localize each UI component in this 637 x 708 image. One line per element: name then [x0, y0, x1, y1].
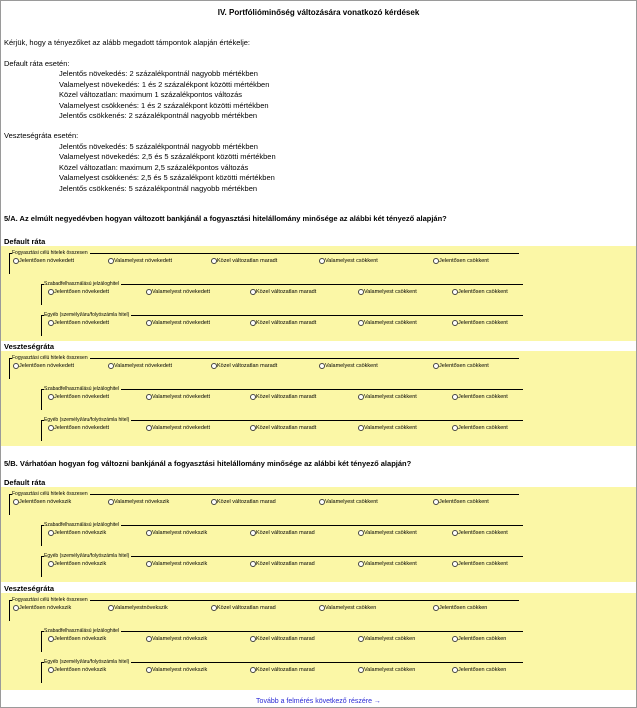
radio-label: Valamelyest csökkent: [364, 320, 417, 326]
radio-option[interactable]: [358, 289, 417, 295]
radio-option[interactable]: [250, 289, 316, 295]
radio-label: Jelentősen növekszik: [54, 561, 107, 567]
radio-option[interactable]: [319, 363, 378, 369]
radio-label: Valamelyest csökken: [364, 636, 416, 642]
question-5a: 5/A. Az elmúlt negyedévben hogyan változott bankjánál a fogyasztási hitelállomány minősége az alábbi két tényező alapján?: [4, 214, 447, 223]
radio-option[interactable]: [211, 605, 276, 611]
radio-option[interactable]: [358, 394, 417, 400]
radio-option[interactable]: [146, 425, 210, 431]
radio-label: Valamelyest csökkent: [325, 499, 378, 505]
radio-option[interactable]: [452, 636, 506, 642]
group-caption: Egyéb (személyi/áru/folyószámla hitel): [44, 312, 130, 318]
radio-option[interactable]: [146, 667, 207, 673]
radio-label: Jelentősen növekedett: [54, 320, 110, 326]
radio-label: Valamelyest csökkent: [325, 258, 378, 264]
radio-label: Valamelyestnövekszik: [114, 605, 168, 611]
radio-label: Jelentősen növekszik: [19, 605, 72, 611]
radio-option[interactable]: [452, 320, 508, 326]
group-caption: Szabadfelhasználású jelzáloghitel: [44, 628, 120, 634]
group-caption: Fogyasztási célú hitelek összesen: [12, 597, 88, 603]
radio-option[interactable]: [48, 394, 109, 400]
radio-label: Valamelyest csökkent: [364, 561, 417, 567]
group-caption: Fogyasztási célú hitelek összesen: [12, 355, 88, 361]
radio-option[interactable]: [250, 667, 315, 673]
radio-option[interactable]: [433, 499, 489, 505]
radio-option[interactable]: [13, 363, 74, 369]
radio-option[interactable]: [146, 289, 210, 295]
radio-label: Valamelyest növekedett: [114, 258, 172, 264]
radio-option[interactable]: [250, 530, 315, 536]
radio-option[interactable]: [358, 425, 417, 431]
radio-option[interactable]: [319, 258, 378, 264]
group-caption: Szabadfelhasználású jelzáloghitel: [44, 522, 120, 528]
radio-option[interactable]: [13, 499, 71, 505]
radio-option[interactable]: [452, 561, 508, 567]
radio-label: Valamelyest növekedett: [152, 320, 210, 326]
default-criteria-line: Valamelyest növekedés: 1 és 2 százalékpont közötti mértékben: [59, 80, 270, 89]
section-loss-rate: Veszteségráta: [4, 342, 55, 351]
radio-label: Közel változatlan marad: [256, 667, 315, 673]
group-caption: Egyéb (személyi/áru/folyószámla hitel): [44, 659, 130, 665]
radio-option[interactable]: [452, 425, 508, 431]
loss-rate-block: [1, 351, 636, 446]
radio-label: Közel változatlan maradt: [256, 320, 317, 326]
section-default-rate: Default ráta: [4, 237, 46, 246]
radio-label: Valamelyest növekszik: [152, 530, 208, 536]
radio-option[interactable]: [146, 530, 207, 536]
radio-label: Valamelyest növekedett: [152, 289, 210, 295]
radio-label: Valamelyest növekszik: [152, 561, 208, 567]
group-other: [41, 659, 523, 683]
group-total: [9, 250, 519, 274]
radio-option[interactable]: [433, 605, 487, 611]
next-section-link[interactable]: Tovább a felmérés következő részére →: [256, 698, 381, 705]
radio-label: Közel változatlan marad: [256, 561, 315, 567]
radio-label: Jelentősen csökkent: [458, 289, 508, 295]
radio-option[interactable]: [146, 561, 207, 567]
group-free-mortgage: [41, 628, 523, 652]
group-caption: Szabadfelhasználású jelzáloghitel: [44, 386, 120, 392]
default-criteria-line: Valamelyest csökkenés: 1 és 2 százalékpont közötti mértékben: [59, 101, 269, 110]
intro-text: Kérjük, hogy a tényezőket az alább megadott támpontok alapján értékelje:: [4, 38, 250, 47]
default-rate-block: [1, 246, 636, 341]
radio-label: Jelentősen csökkent: [439, 258, 489, 264]
radio-label: Jelentősen növekedett: [19, 258, 75, 264]
radio-label: Jelentősen csökkent: [458, 561, 508, 567]
group-caption: Egyéb (személyi/áru/folyószámla hitel): [44, 553, 130, 559]
group-free-mortgage: [41, 522, 523, 546]
radio-option[interactable]: [146, 320, 210, 326]
default-criteria-line: Jelentős növekedés: 2 százalékpontnál nagyobb mértékben: [59, 69, 258, 78]
group-caption: Fogyasztási célú hitelek összesen: [12, 491, 88, 497]
radio-option[interactable]: [108, 363, 172, 369]
radio-label: Jelentősen csökken: [458, 667, 507, 673]
radio-option[interactable]: [319, 499, 378, 505]
radio-option[interactable]: [211, 499, 276, 505]
radio-option[interactable]: [452, 667, 506, 673]
section-default-rate: Default ráta: [4, 478, 46, 487]
radio-label: Valamelyest csökkent: [364, 289, 417, 295]
radio-label: Jelentősen csökkent: [458, 530, 508, 536]
radio-label: Jelentősen csökkent: [458, 320, 508, 326]
radio-label: Valamelyest növekedett: [152, 425, 210, 431]
loss-criteria-line: Valamelyest növekedés: 2,5 és 5 százalékpont közötti mértékben: [59, 152, 276, 161]
radio-label: Jelentősen növekedett: [54, 289, 110, 295]
group-caption: Szabadfelhasználású jelzáloghitel: [44, 281, 120, 287]
group-caption: Egyéb (személyi/áru/folyószámla hitel): [44, 417, 130, 423]
radio-option[interactable]: [250, 636, 315, 642]
radio-option[interactable]: [433, 258, 489, 264]
radio-option[interactable]: [48, 320, 109, 326]
radio-label: Jelentősen növekszik: [54, 636, 107, 642]
radio-label: Valamelyest csökken: [364, 667, 416, 673]
radio-label: Valamelyest csökkent: [364, 394, 417, 400]
group-total: [9, 491, 519, 515]
radio-option[interactable]: [250, 425, 316, 431]
radio-label: Valamelyest növekedett: [152, 394, 210, 400]
group-caption: Fogyasztási célú hitelek összesen: [12, 250, 88, 256]
radio-option[interactable]: [358, 636, 415, 642]
default-criteria-line: Közel változatlan: maximum 1 százalékpontos változás: [59, 90, 243, 99]
radio-option[interactable]: [319, 605, 376, 611]
radio-label: Jelentősen csökken: [439, 605, 488, 611]
radio-label: Valamelyest növekszik: [152, 636, 208, 642]
page-title: IV. Portfólióminőség változására vonatkozó kérdések: [217, 8, 420, 17]
radio-option[interactable]: [48, 667, 106, 673]
radio-label: Jelentősen növekedett: [54, 425, 110, 431]
radio-label: Jelentősen növekszik: [54, 667, 107, 673]
group-other: [41, 312, 523, 336]
radio-label: Valamelyest növekszik: [152, 667, 208, 673]
radio-option[interactable]: [48, 636, 106, 642]
loss-criteria-line: Valamelyest csökkenés: 2,5 és 5 százalékpont közötti mértékben: [59, 173, 275, 182]
radio-option[interactable]: [452, 530, 508, 536]
radio-label: Közel változatlan maradt: [256, 289, 317, 295]
radio-option[interactable]: [358, 530, 417, 536]
radio-option[interactable]: [48, 561, 106, 567]
radio-label: Jelentősen növekedett: [19, 363, 75, 369]
radio-option[interactable]: [358, 667, 415, 673]
radio-label: Valamelyest csökkent: [325, 363, 378, 369]
radio-label: Jelentősen növekedett: [54, 394, 110, 400]
radio-label: Valamelyest csökkent: [364, 425, 417, 431]
group-other: [41, 417, 523, 441]
radio-label: Közel változatlan maradt: [217, 363, 278, 369]
loss-rate-block-future: [1, 593, 636, 690]
radio-label: Valamelyest csökken: [325, 605, 377, 611]
radio-option[interactable]: [250, 561, 315, 567]
radio-option[interactable]: [211, 258, 277, 264]
radio-option[interactable]: [108, 605, 168, 611]
radio-label: Közel változatlan marad: [217, 499, 276, 505]
radio-label: Közel változatlan marad: [256, 530, 315, 536]
radio-option[interactable]: [48, 530, 106, 536]
loss-criteria-heading: Veszteségráta esetén:: [4, 131, 79, 140]
radio-option[interactable]: [211, 363, 277, 369]
radio-label: Jelentősen csökken: [458, 636, 507, 642]
radio-label: Jelentősen növekszik: [54, 530, 107, 536]
radio-label: Jelentősen csökkent: [439, 363, 489, 369]
radio-label: Közel változatlan maradt: [217, 258, 278, 264]
group-free-mortgage: [41, 386, 523, 410]
radio-option[interactable]: [358, 320, 417, 326]
group-total: [9, 355, 519, 379]
default-rate-block-future: [1, 487, 636, 582]
radio-option[interactable]: [48, 425, 109, 431]
group-other: [41, 553, 523, 577]
radio-label: Közel változatlan maradt: [256, 425, 317, 431]
radio-option[interactable]: [13, 258, 74, 264]
radio-label: Valamelyest csökkent: [364, 530, 417, 536]
radio-option[interactable]: [108, 258, 172, 264]
radio-label: Valamelyest növekszik: [114, 499, 170, 505]
radio-option[interactable]: [250, 320, 316, 326]
radio-label: Közel változatlan marad: [217, 605, 276, 611]
radio-option[interactable]: [250, 394, 316, 400]
section-loss-rate: Veszteségráta: [4, 584, 55, 593]
radio-label: Közel változatlan maradt: [256, 394, 317, 400]
radio-label: Jelentősen csökkent: [439, 499, 489, 505]
default-criteria-line: Jelentős csökkenés: 2 százalékpontnál nagyobb mértékben: [59, 111, 258, 120]
question-5b: 5/B. Várhatóan hogyan fog változni bankjánál a fogyasztási hitelállomány minősége az alábbi két tényező alapján?: [4, 459, 412, 468]
radio-option[interactable]: [146, 394, 210, 400]
radio-option[interactable]: [452, 394, 508, 400]
loss-criteria-line: Jelentős csökkenés: 5 százalékpontnál nagyobb mértékben: [59, 184, 258, 193]
loss-criteria-line: Közel változatlan: maximum 2,5 százalékpontos változás: [59, 163, 249, 172]
radio-label: Közel változatlan marad: [256, 636, 315, 642]
group-free-mortgage: [41, 281, 523, 305]
radio-label: Jelentősen csökkent: [458, 425, 508, 431]
radio-label: Jelentősen csökkent: [458, 394, 508, 400]
default-criteria-heading: Default ráta esetén:: [4, 59, 70, 68]
radio-option[interactable]: [108, 499, 169, 505]
radio-option[interactable]: [452, 289, 508, 295]
radio-option[interactable]: [358, 561, 417, 567]
radio-option[interactable]: [146, 636, 207, 642]
radio-label: Valamelyest növekedett: [114, 363, 172, 369]
group-total: [9, 597, 519, 621]
loss-criteria-line: Jelentős növekedés: 5 százalékpontnál nagyobb mértékben: [59, 142, 258, 151]
radio-option[interactable]: [13, 605, 71, 611]
radio-label: Jelentősen növekszik: [19, 499, 72, 505]
radio-option[interactable]: [433, 363, 489, 369]
radio-option[interactable]: [48, 289, 109, 295]
